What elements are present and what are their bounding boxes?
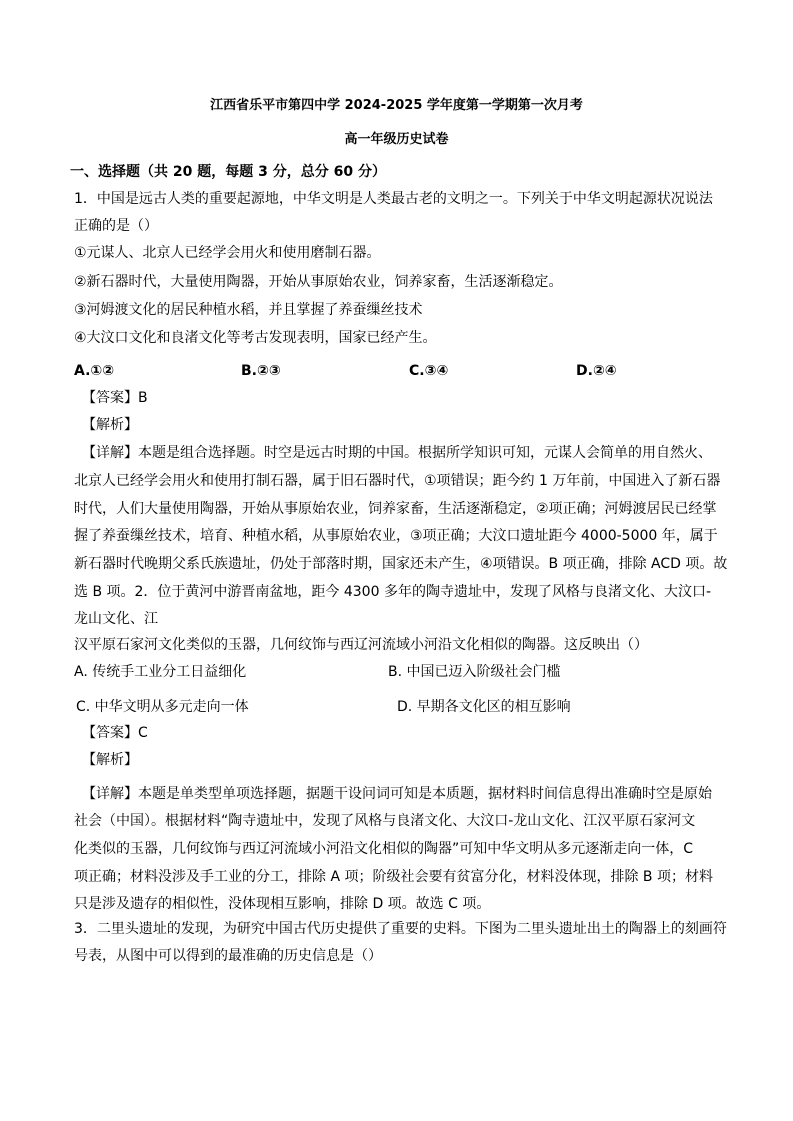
q2-detail-line-3: 化类似的玉器，几何纹饰与西辽河流域小河沿文化相似的陶器”可知中华文明从多元逐渐走向一体，C [74, 841, 694, 857]
q2-answer: 【答案】C [82, 725, 148, 741]
q1-item-4: ④大汶口文化和良渚文化等考古发现表明，国家已经产生。 [74, 330, 437, 346]
section-heading: 一、选择题（共 20 题，每题 3 分，总分 60 分） [70, 164, 386, 180]
q1-detail-line-1: 【详解】本题是组合选择题。时空是远古时期的中国。根据所学知识可知，元谋人会简单的用自然火、 [82, 445, 712, 461]
q1-stem-line-2: 正确的是（） [74, 218, 158, 234]
q1-detail-line-2: 北京人已经学会用火和使用打制石器，属于旧石器时代，①项错误；距今约 1 万年前，中国进入了新石器 [74, 473, 721, 489]
q3-stem-line-2: 号表，从图中可以得到的最准确的历史信息是（） [74, 948, 382, 964]
q2-detail-line-1: 【详解】本题是单类型单项选择题，据题干设问词可知是本质题，据材料时间信息得出准确时空是原始 [82, 786, 712, 802]
q2-option-b: B. 中国已迈入阶级社会门槛 [388, 664, 561, 680]
q2-detail-line-2: 社会（中国）。根据材料“陶寺遗址中，发现了风格与良渚文化、大汶口-龙山文化、江汉平原石家河文 [74, 813, 696, 829]
q1-option-a: A.①② [74, 363, 115, 379]
q1-stem-line-1: 1．中国是远古人类的重要起源地，中华文明是人类最古老的文明之一。下列关于中华文明起源状况说法 [74, 191, 713, 207]
q2-detail-line-5: 只是涉及遗存的相似性，没体现相互影响，排除 D 项。故选 C 项。 [74, 896, 491, 912]
q2-stem: 汉平原石家河文化类似的玉器，几何纹饰与西辽河流域小河沿文化相似的陶器。这反映出（） [74, 637, 648, 653]
q1-detail-line-4: 握了养蚕缫丝技术，培育、种植水稻，从事原始农业，③项正确；大汶口遗址距今 4000-5000 年，属于 [74, 528, 718, 544]
q2-option-c: C. 中华文明从多元走向一体 [76, 699, 249, 715]
q1-item-2: ②新石器时代，大量使用陶器，开始从事原始农业，饲养家畜，生活逐渐稳定。 [74, 274, 563, 290]
q1-item-3: ③河姆渡文化的居民种植水稻，并且掌握了养蚕缫丝技术 [74, 302, 423, 318]
q1-option-b: B.②③ [241, 363, 281, 379]
q2-option-d: D. 早期各文化区的相互影响 [397, 699, 571, 715]
q2-analysis-label: 【解析】 [82, 752, 138, 768]
q1-item-1: ①元谋人、北京人已经学会用火和使用磨制石器。 [74, 245, 381, 261]
exam-title: 江西省乐平市第四中学 2024-2025 学年度第一学期第一次月考 [210, 98, 583, 113]
q2-detail-line-4: 项正确；材料没涉及手工业的分工，排除 A 项；阶级社会要有贫富分化，材料没体现，排除 B 项；材料 [74, 869, 713, 885]
exam-subtitle: 高一年级历史试卷 [344, 132, 449, 147]
q1-detail-line-3: 时代，人们大量使用陶器，开始从事原始农业，饲养家畜，生活逐渐稳定，②项正确；河姆渡居民已经掌 [74, 501, 717, 517]
q1-answer: 【答案】B [82, 390, 148, 406]
q1-detail-line-6: 选 B 项。2．位于黄河中游晋南盆地，距今 4300 多年的陶寺遗址中，发现了风格与良渚文化、大汶口- [74, 584, 711, 600]
q1-option-d: D.②④ [576, 363, 617, 379]
q1-option-c: C.③④ [409, 363, 449, 379]
q1-analysis-label: 【解析】 [82, 417, 138, 433]
q1-detail-line-5: 新石器时代晚期父系氏族遗址，仍处于部落时期，国家还未产生，④项错误。B 项正确，排除 ACD 项。故 [74, 556, 728, 572]
q3-stem-line-1: 3．二里头遗址的发现，为研究中国古代历史提供了重要的史料。下图为二里头遗址出土的陶器上的刻画符 [74, 921, 727, 937]
q1-detail-line-7: 龙山文化、江 [74, 611, 158, 627]
q2-option-a: A. 传统手工业分工日益细化 [74, 664, 247, 680]
